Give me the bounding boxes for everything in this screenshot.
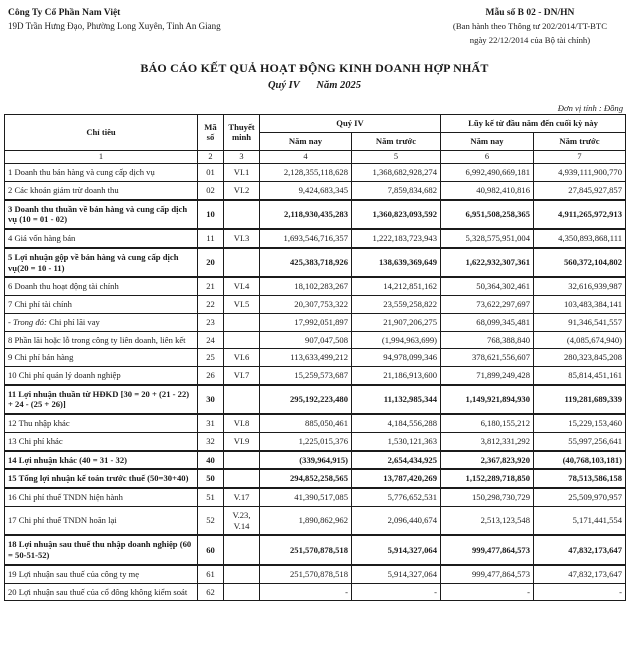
row-code: 60 xyxy=(198,535,224,564)
row-q-current: 251,570,878,518 xyxy=(260,535,352,564)
row-ytd-current: 999,477,864,573 xyxy=(441,535,534,564)
table-row xyxy=(5,277,626,295)
column-header-ytd-current: Năm nay xyxy=(441,132,534,150)
column-index: 6 xyxy=(441,150,534,164)
row-code: 02 xyxy=(198,181,224,199)
row-note: V.23, V.14 xyxy=(224,506,260,535)
table-row xyxy=(5,583,626,601)
row-q-prior: 13,787,420,269 xyxy=(352,469,441,488)
row-ytd-prior: 4,911,265,972,913 xyxy=(534,200,626,229)
row-q-prior: 1,530,121,363 xyxy=(352,432,441,450)
row-q-prior: 5,914,327,064 xyxy=(352,565,441,583)
table-row xyxy=(5,469,626,488)
row-q-current: 1,890,862,962 xyxy=(260,506,352,535)
table-row xyxy=(5,367,626,385)
row-ytd-current: 768,388,840 xyxy=(441,331,534,349)
row-code: 22 xyxy=(198,296,224,314)
row-label: 16 Chi phí thuế TNDN hiện hành xyxy=(5,488,198,506)
row-label-text: Chi phí lãi vay xyxy=(46,316,100,327)
row-label: 3 Doanh thu thuần về bán hàng và cung cấp dịch vụ (10 = 01 - 02) xyxy=(5,200,198,229)
row-code: 24 xyxy=(198,331,224,349)
row-ytd-current: 50,364,302,461 xyxy=(441,277,534,295)
row-ytd-current: 71,899,249,428 xyxy=(441,367,534,385)
row-note: VI.3 xyxy=(224,229,260,248)
column-index: 3 xyxy=(224,150,260,164)
table-row xyxy=(5,248,626,277)
column-header-code: Mã số xyxy=(198,115,224,150)
table-row xyxy=(5,313,626,331)
row-ytd-prior: 4,939,111,900,770 xyxy=(534,164,626,182)
row-code: 30 xyxy=(198,385,224,414)
row-ytd-prior: 27,845,927,857 xyxy=(534,181,626,199)
report-period xyxy=(0,80,629,91)
row-ytd-prior: 5,171,441,554 xyxy=(534,506,626,535)
row-q-current: 18,102,283,267 xyxy=(260,277,352,295)
row-q-prior: 94,978,099,346 xyxy=(352,349,441,367)
row-ytd-current: 1,149,921,894,930 xyxy=(441,385,534,414)
row-label: 15 Tổng lợi nhuận kế toán trước thuế (50=30+40) xyxy=(5,469,198,488)
column-index: 2 xyxy=(198,150,224,164)
row-ytd-current: 5,328,575,951,004 xyxy=(441,229,534,248)
row-ytd-current: - xyxy=(441,583,534,601)
row-q-prior: 1,360,823,093,592 xyxy=(352,200,441,229)
form-number: Mẫu số B 02 - DN/HN xyxy=(485,8,575,18)
report-period-quarter: Quý IV xyxy=(267,80,300,92)
row-q-current: 1,693,546,716,357 xyxy=(260,229,352,248)
row-code: 01 xyxy=(198,164,224,182)
row-note xyxy=(224,248,260,277)
row-note xyxy=(224,469,260,488)
row-code: 11 xyxy=(198,229,224,248)
report-table-body xyxy=(5,150,626,601)
row-ytd-prior: 280,323,845,208 xyxy=(534,349,626,367)
row-ytd-current: 3,812,331,292 xyxy=(441,432,534,450)
row-note xyxy=(224,385,260,414)
row-note: VI.8 xyxy=(224,414,260,432)
row-q-current: 425,383,718,926 xyxy=(260,248,352,277)
column-index-row xyxy=(5,150,626,164)
row-ytd-prior: - xyxy=(534,583,626,601)
column-header-q-prior: Năm trước xyxy=(352,132,441,150)
row-q-prior: 1,222,183,723,943 xyxy=(352,229,441,248)
row-q-current: 2,118,930,435,283 xyxy=(260,200,352,229)
row-q-prior: 5,914,327,064 xyxy=(352,535,441,564)
row-q-prior: 7,859,834,682 xyxy=(352,181,441,199)
row-ytd-current: 2,513,123,548 xyxy=(441,506,534,535)
row-note xyxy=(224,331,260,349)
row-q-prior: 138,639,369,649 xyxy=(352,248,441,277)
row-q-current: 41,390,517,085 xyxy=(260,488,352,506)
row-label: 14 Lợi nhuận khác (40 = 31 - 32) xyxy=(5,451,198,470)
row-note xyxy=(224,451,260,470)
row-q-current: 2,128,355,118,628 xyxy=(260,164,352,182)
row-ytd-current: 1,622,932,307,361 xyxy=(441,248,534,277)
row-q-current: 15,259,573,687 xyxy=(260,367,352,385)
row-ytd-prior: 47,832,173,647 xyxy=(534,565,626,583)
row-ytd-prior: 85,814,451,161 xyxy=(534,367,626,385)
row-label: 9 Chi phí bán hàng xyxy=(5,349,198,367)
row-note: VI.6 xyxy=(224,349,260,367)
row-ytd-current: 6,180,155,212 xyxy=(441,414,534,432)
row-q-prior: 5,776,652,531 xyxy=(352,488,441,506)
report-title: BÁO CÁO KẾT QUẢ HOẠT ĐỘNG KINH DOANH HỢP NHẤT xyxy=(140,61,489,76)
row-q-current: 20,307,753,322 xyxy=(260,296,352,314)
row-ytd-current: 40,982,410,816 xyxy=(441,181,534,199)
row-q-prior: 1,368,682,928,274 xyxy=(352,164,441,182)
row-label: 12 Thu nhập khác xyxy=(5,414,198,432)
row-label: 18 Lợi nhuận sau thuế thu nhập doanh nghiệp (60 = 50-51-52) xyxy=(5,535,198,564)
row-code: 32 xyxy=(198,432,224,450)
column-group-ytd: Lũy kế từ đầu năm đến cuối kỳ này xyxy=(441,115,626,133)
company-address: 19D Trần Hưng Đạo, Phường Long Xuyên, Tỉnh An Giang xyxy=(8,21,221,32)
table-row xyxy=(5,385,626,414)
table-row xyxy=(5,565,626,583)
company-name: Công Ty Cổ Phần Nam Việt xyxy=(8,8,121,18)
row-note xyxy=(224,565,260,583)
row-ytd-prior: 91,346,541,557 xyxy=(534,313,626,331)
company-block xyxy=(8,6,221,34)
row-ytd-prior: 78,513,586,158 xyxy=(534,469,626,488)
row-q-current: 885,050,461 xyxy=(260,414,352,432)
row-ytd-prior: 560,372,104,802 xyxy=(534,248,626,277)
row-code: 52 xyxy=(198,506,224,535)
row-note: V.17 xyxy=(224,488,260,506)
row-code: 23 xyxy=(198,313,224,331)
row-note xyxy=(224,313,260,331)
row-q-prior: 21,186,913,600 xyxy=(352,367,441,385)
row-note: VI.4 xyxy=(224,277,260,295)
column-index: 5 xyxy=(352,150,441,164)
column-header-criteria: Chỉ tiêu xyxy=(5,115,198,150)
row-ytd-current: 73,622,297,697 xyxy=(441,296,534,314)
row-ytd-current: 378,621,556,607 xyxy=(441,349,534,367)
row-q-prior: 11,132,985,344 xyxy=(352,385,441,414)
row-label: 1 Doanh thu bán hàng và cung cấp dịch vụ xyxy=(5,164,198,182)
row-code: 20 xyxy=(198,248,224,277)
row-q-prior: (1,994,963,699) xyxy=(352,331,441,349)
row-q-current: 9,424,683,345 xyxy=(260,181,352,199)
row-q-prior: 23,559,258,822 xyxy=(352,296,441,314)
row-ytd-current: 6,951,508,258,365 xyxy=(441,200,534,229)
row-q-prior: 2,654,434,925 xyxy=(352,451,441,470)
row-label-italic: - Trong đó: xyxy=(8,316,47,327)
row-ytd-prior: 4,350,893,868,111 xyxy=(534,229,626,248)
column-index: 4 xyxy=(260,150,352,164)
row-ytd-current: 150,298,730,729 xyxy=(441,488,534,506)
row-ytd-prior: 47,832,173,647 xyxy=(534,535,626,564)
column-group-quarter: Quý IV xyxy=(260,115,441,133)
row-q-prior: 4,184,556,288 xyxy=(352,414,441,432)
table-row xyxy=(5,535,626,564)
table-row xyxy=(5,229,626,248)
row-q-current: 1,225,015,376 xyxy=(260,432,352,450)
row-label xyxy=(5,313,198,331)
row-ytd-current: 6,992,490,669,181 xyxy=(441,164,534,182)
row-label: 13 Chi phí khác xyxy=(5,432,198,450)
form-issued-line2: ngày 22/12/2014 của Bộ tài chính) xyxy=(469,34,591,45)
row-q-prior: 14,212,851,162 xyxy=(352,277,441,295)
row-ytd-prior: (4,085,674,940) xyxy=(534,331,626,349)
document-header xyxy=(0,6,629,47)
unit-note: Đơn vị tính : Đồng xyxy=(557,103,623,114)
row-ytd-prior: (40,768,103,181) xyxy=(534,451,626,470)
row-note xyxy=(224,535,260,564)
row-code: 10 xyxy=(198,200,224,229)
row-note: VI.9 xyxy=(224,432,260,450)
row-code: 61 xyxy=(198,565,224,583)
table-row xyxy=(5,331,626,349)
row-q-prior: 21,907,206,275 xyxy=(352,313,441,331)
row-ytd-prior: 25,509,970,957 xyxy=(534,488,626,506)
row-q-current: 251,570,878,518 xyxy=(260,565,352,583)
row-code: 51 xyxy=(198,488,224,506)
table-row xyxy=(5,164,626,182)
table-row xyxy=(5,432,626,450)
row-q-current: 17,992,051,897 xyxy=(260,313,352,331)
row-q-current: (339,964,915) xyxy=(260,451,352,470)
row-label: 11 Lợi nhuận thuần từ HĐKD [30 = 20 + (21 - 22) + 24 - (25 + 26)] xyxy=(5,385,198,414)
row-q-current: - xyxy=(260,583,352,601)
form-issued-line1: (Ban hành theo Thông tư 202/2014/TT-BTC xyxy=(452,21,607,32)
row-label: 2 Các khoản giảm trừ doanh thu xyxy=(5,181,198,199)
row-label: 8 Phần lãi hoặc lỗ trong công ty liên doanh, liên kết xyxy=(5,331,198,349)
row-q-current: 295,192,223,480 xyxy=(260,385,352,414)
column-header-q-current: Năm nay xyxy=(260,132,352,150)
table-row xyxy=(5,181,626,199)
row-q-prior: 2,096,440,674 xyxy=(352,506,441,535)
row-label: 6 Doanh thu hoạt động tài chính xyxy=(5,277,198,295)
row-label: 20 Lợi nhuận sau thuế của cổ đông không kiểm soát xyxy=(5,583,198,601)
row-ytd-current: 999,477,864,573 xyxy=(441,565,534,583)
income-statement-table xyxy=(4,114,626,601)
row-ytd-prior: 32,616,939,987 xyxy=(534,277,626,295)
row-note: VI.1 xyxy=(224,164,260,182)
table-row xyxy=(5,451,626,470)
column-index: 7 xyxy=(534,150,626,164)
row-label: 4 Giá vốn hàng bán xyxy=(5,229,198,248)
row-label: 5 Lợi nhuận gộp về bán hàng và cung cấp dịch vụ(20 = 10 - 11) xyxy=(5,248,198,277)
row-ytd-prior: 55,997,256,641 xyxy=(534,432,626,450)
row-note: VI.7 xyxy=(224,367,260,385)
report-period-year: Năm 2025 xyxy=(316,80,362,92)
row-code: 26 xyxy=(198,367,224,385)
row-ytd-current: 2,367,823,920 xyxy=(441,451,534,470)
row-q-prior: - xyxy=(352,583,441,601)
row-code: 62 xyxy=(198,583,224,601)
table-row xyxy=(5,414,626,432)
row-label: 10 Chi phí quản lý doanh nghiệp xyxy=(5,367,198,385)
row-ytd-prior: 119,281,689,339 xyxy=(534,385,626,414)
row-code: 21 xyxy=(198,277,224,295)
column-header-notes: Thuyết minh xyxy=(224,115,260,150)
row-q-current: 294,852,258,565 xyxy=(260,469,352,488)
table-row xyxy=(5,296,626,314)
table-row xyxy=(5,488,626,506)
row-code: 50 xyxy=(198,469,224,488)
row-q-current: 113,633,499,212 xyxy=(260,349,352,367)
table-row xyxy=(5,200,626,229)
row-ytd-current: 1,152,289,718,850 xyxy=(441,469,534,488)
row-label: 7 Chi phí tài chính xyxy=(5,296,198,314)
row-label: 17 Chi phí thuế TNDN hoãn lại xyxy=(5,506,198,535)
row-code: 25 xyxy=(198,349,224,367)
table-row xyxy=(5,349,626,367)
row-ytd-current: 68,099,345,481 xyxy=(441,313,534,331)
row-code: 31 xyxy=(198,414,224,432)
row-note: VI.2 xyxy=(224,181,260,199)
row-ytd-prior: 103,483,384,141 xyxy=(534,296,626,314)
column-header-ytd-prior: Năm trước xyxy=(534,132,626,150)
table-row xyxy=(5,506,626,535)
row-note xyxy=(224,200,260,229)
row-note: VI.5 xyxy=(224,296,260,314)
row-ytd-prior: 15,229,153,460 xyxy=(534,414,626,432)
row-q-current: 907,047,508 xyxy=(260,331,352,349)
row-note xyxy=(224,583,260,601)
column-index: 1 xyxy=(5,150,198,164)
row-label: 19 Lợi nhuận sau thuế của công ty mẹ xyxy=(5,565,198,583)
row-code: 40 xyxy=(198,451,224,470)
table-header xyxy=(5,115,626,150)
form-block xyxy=(453,6,621,47)
